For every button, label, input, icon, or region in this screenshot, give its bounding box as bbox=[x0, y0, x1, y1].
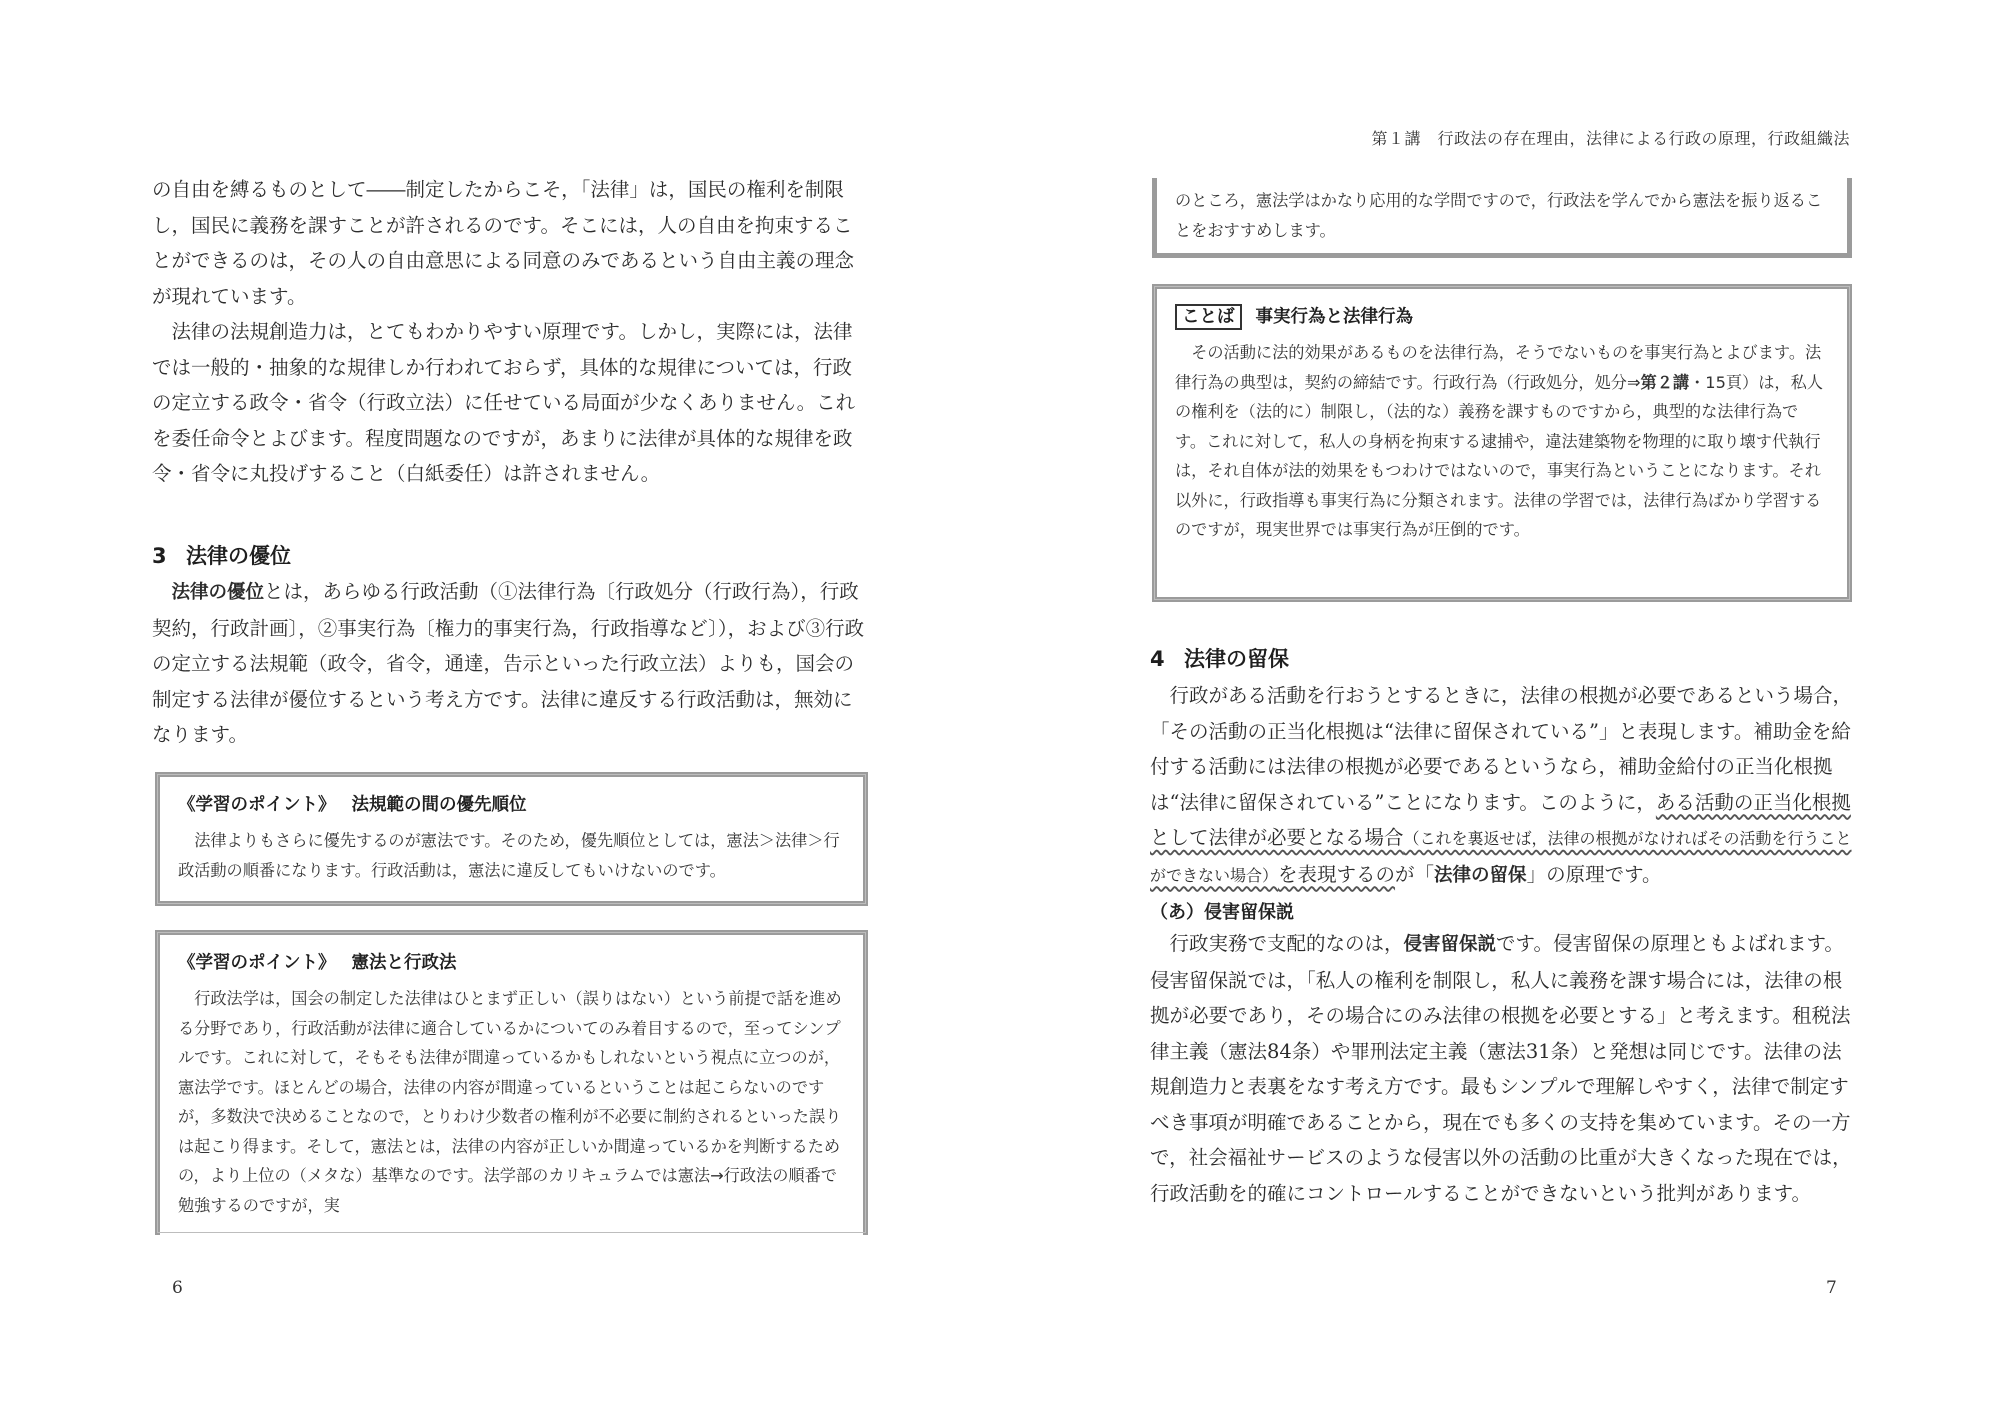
paragraph bbox=[1150, 926, 1855, 1211]
box-title bbox=[178, 791, 845, 816]
keyword-hoho-no-yui: 法律の優位 bbox=[171, 582, 265, 603]
box-text: その活動に法的効果があるものを法律行為，そうでないものを事実行為とよびます。法律行為の典型は，契約の締結です。行政行為（行政処分，処分⇒ bbox=[1175, 343, 1822, 392]
paragraph-text: 行政がある活動を行おうとするときに，法律の根拠が必要であるという場合，「その活動の正当化根拠は“法律に留保されている”」と表現します。補助金を給付する活動には法律の根拠が必要であるというなら，補助金給付の正当化根拠は“法律に留保されている”ことになります。このように， bbox=[1150, 684, 1853, 814]
box-title-text: 憲法と行政法 bbox=[351, 953, 457, 973]
paragraph bbox=[1150, 678, 1855, 893]
subsection-a-text bbox=[1150, 926, 1855, 1211]
section4-text bbox=[1150, 678, 1855, 893]
chapter-reference: 第２講 bbox=[1640, 372, 1690, 392]
page-number: 7 bbox=[1826, 1278, 1837, 1298]
box-title bbox=[1175, 303, 1829, 328]
box-paragraph: 行政法学は，国会の制定した法律はひとまず正しい（誤りはない）という前提で話を進める分野であり，行政活動が法律に適合しているかについてのみ着目するので，至ってシンプルです。これに対して，そもそも法律が間違っているかもしれないという視点に立つのが，憲法学です。ほとんどの場合，法律の内容が間違っているということは起こらないのですが，多数決で決めることなので，とりわけ少数者の権利が不必要に制約されるといった誤りは起こり得ます。そして，憲法とは，法律の内容が正しいか間違っているかを判断するための，より上位の（メタな）基準なのです。法学部のカリキュラムでは憲法→行政法の順番で勉強するのですが，実 bbox=[178, 989, 842, 1215]
paragraph-text: 」の原理です。 bbox=[1526, 862, 1662, 886]
box-tag: 《学習のポイント》 bbox=[178, 795, 336, 815]
section-number: 4 bbox=[1150, 647, 1165, 671]
box-title-text: 事実行為と法律行為 bbox=[1255, 307, 1413, 327]
section-heading-4 bbox=[1150, 643, 1289, 673]
box-paragraph: のところ，憲法学はかなり応用的な学問ですので，行政法を学んでから憲法を振り返ることをおすすめします。 bbox=[1175, 191, 1823, 240]
paragraph-rest: とは，あらゆる行政活動（①法律行為〔行政処分（行政行為），行政契約，行政計画〕，②事実行為〔権力的事実行為，行政指導など〕），および③行政の定立する法規範（政令，省令，通達，告示といった行政立法）よりも，国会の制定する法律が優位するという考え方です。法律に違反する行政活動は，無効になります。 bbox=[152, 580, 865, 746]
box-paragraph: 法律よりもさらに優先するのが憲法です。そのため，優先順位としては，憲法＞法律＞行政活動の順番になります。行政活動は，憲法に違反してもいけないのです。 bbox=[178, 831, 840, 880]
box-text: ・15頁）は，私人の権利を（法的に）制限し，（法的な）義務を課すものですから，典型的な法律行為です。これに対して，私人の身柄を拘束する逮捕や，違法建築物を物理的に取り壊す代執行は，それ自体が法的効果をもつわけではないので，事実行為ということになります。それ以外に，行政指導も事実行為に分類されます。法律の学習では，法律行為ばかり学習するのですが，現実世界では事実行為が圧倒的です。 bbox=[1175, 372, 1823, 539]
box-body bbox=[178, 984, 845, 1220]
subsection-heading-a: （あ）侵害留保説 bbox=[1150, 902, 1294, 923]
paragraph-text: です。侵害留保の原理ともよばれます。侵害留保説では，「私人の権利を制限し，私人に義務を課す場合には，法律の根拠が必要であり，その場合にのみ法律の根拠を必要とする」と考えます。租税法律主義（憲法84条）や罪刑法定主義（憲法31条）と発想は同じです。法律の法規創造力と表裏をなす考え方です。最もシンプルで理解しやすく，法律で制定すべき事項が明確であることから，現在でも多くの支持を集めています。その一方で，社会福祉サービスのような侵害以外の活動の比重が大きくなった現在では，行政活動を的確にコントロールすることができないという批判があります。 bbox=[1150, 932, 1852, 1205]
box-paragraph bbox=[1175, 338, 1829, 545]
box-body bbox=[1175, 338, 1829, 545]
left-intro-text bbox=[152, 172, 870, 492]
continued-box bbox=[1152, 178, 1852, 258]
paragraph-text: が「 bbox=[1395, 862, 1435, 886]
wavy-text: ある活動の正当化根拠として法律が必要となる場合 bbox=[1150, 790, 1851, 849]
section-title: 法律の優位 bbox=[186, 544, 291, 568]
box-title-text: 法規範の間の優先順位 bbox=[351, 795, 527, 815]
box-body bbox=[1175, 186, 1829, 245]
paragraph: の自由を縛るものとして――制定したからこそ，「法律」は，国民の権利を制限し，国民に義務を課すことが許されるのです。そこには，人の自由を拘束することができるのは，その人の自由意思による同意のみであるという自由主義の理念が現れています。 bbox=[152, 178, 855, 308]
section-number: 3 bbox=[152, 544, 167, 568]
kotoba-box bbox=[1152, 284, 1852, 602]
box-title bbox=[178, 949, 845, 974]
section3-text bbox=[152, 574, 870, 753]
keyword-shingai-ryuho-setsu: 侵害留保説 bbox=[1403, 934, 1497, 955]
running-header: 第１講 行政法の存在理由，法律による行政の原理，行政組織法 bbox=[1371, 129, 1850, 148]
paragraph bbox=[152, 574, 870, 753]
wavy-text: を表現するの bbox=[1278, 862, 1396, 886]
box-body bbox=[178, 826, 845, 885]
section-heading-3 bbox=[152, 540, 291, 570]
wavy-small-text: （これを裏返せば，法律の根拠がなければその活動を行うことができない場合） bbox=[1150, 829, 1852, 885]
page-number: 6 bbox=[172, 1278, 183, 1298]
box-tag: 《学習のポイント》 bbox=[178, 953, 336, 973]
keyword-horitsu-no-ryuho: 法律の留保 bbox=[1434, 864, 1527, 886]
section-title: 法律の留保 bbox=[1184, 647, 1289, 671]
learning-point-box-1 bbox=[155, 772, 868, 906]
learning-point-box-2 bbox=[155, 930, 868, 1235]
paragraph: 法律の法規創造力は，とてもわかりやすい原理です。しかし，実際には，法律では一般的・抽象的な規律しか行われておらず，具体的な規律については，行政の定立する政令・省令（行政立法）に任せている局面が少なくありません。これを委任命令とよびます。程度問題なのですが，あまりに法律が具体的な規律を政令・省令に丸投げすること（白紙委任）は許されません。 bbox=[152, 320, 856, 485]
paragraph-text: 行政実務で支配的なのは， bbox=[1169, 932, 1404, 955]
kotoba-tag: ことば bbox=[1175, 304, 1242, 330]
